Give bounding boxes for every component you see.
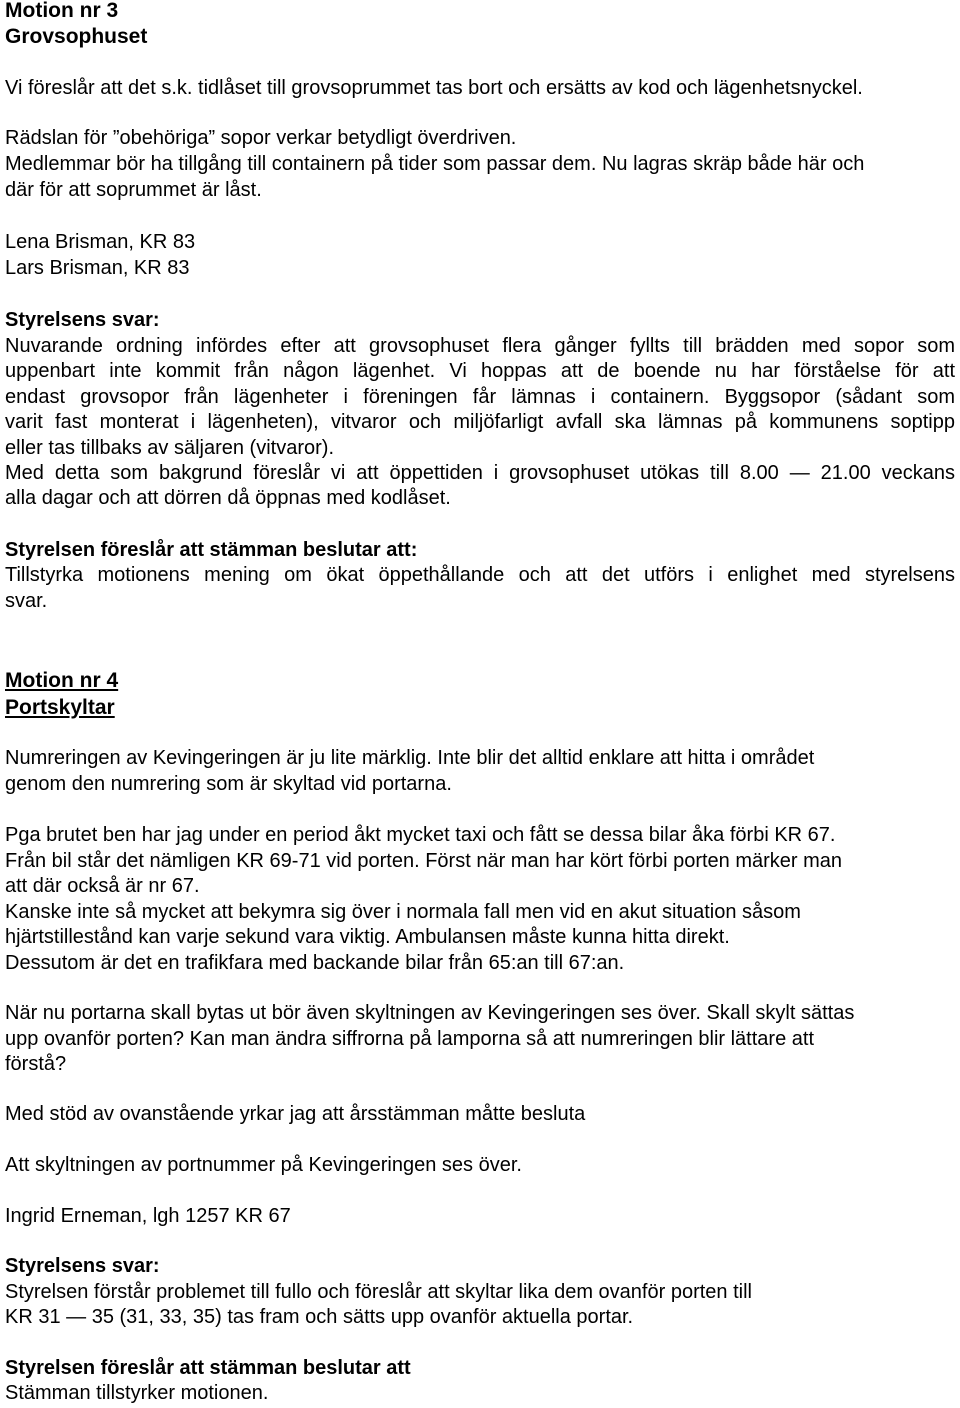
motion4-para2-line4: Kanske inte så mycket att bekymra sig över i normala fall men vid en akut situation såsom xyxy=(5,901,801,923)
motion3-proposal-heading: Styrelsen föreslår att stämman beslutar att: xyxy=(5,539,418,561)
motion3-reply-line1: Nuvarande ordning infördes efter att grovsophuset flera gånger fyllts till brädden med sopor som xyxy=(5,335,955,357)
motion3-proposal-line2: svar. xyxy=(5,590,48,612)
motion4-para3-line2: upp ovanför porten? Kan man ändra siffrorna på lamporna så att numreringen blir lättare att xyxy=(5,1028,814,1050)
motion3-para2-line3: där för att soprummet är låst. xyxy=(5,179,262,201)
motion3-reply-heading: Styrelsens svar: xyxy=(5,309,160,331)
motion3-reply-line7: alla dagar och att dörren då öppnas med kodlåset. xyxy=(5,487,451,509)
motion4-para2-line2: Från bil står det nämligen KR 69-71 vid porten. Först när man har kört förbi porten märker man xyxy=(5,850,843,872)
motion4-subtitle: Portskyltar xyxy=(5,696,115,719)
motion4-para4: Med stöd av ovanstående yrkar jag att årsstämman måtte besluta xyxy=(5,1103,586,1125)
motion3-proposal-line1: Tillstyrka motionens mening om ökat öppethållande och att det utförs i enlighet med styrelsens xyxy=(5,564,955,586)
motion3-subtitle: Grovsophuset xyxy=(5,25,148,48)
motion3-author-2: Lars Brisman, KR 83 xyxy=(5,257,190,279)
motion4-para2-line1: Pga brutet ben har jag under en period åkt mycket taxi och fått se dessa bilar åka förbi KR 67. xyxy=(5,824,836,846)
motion4-para3-line1: När nu portarna skall bytas ut bör även skyltningen av Kevingeringen ses över. Skall skylt sättas xyxy=(5,1002,855,1024)
motion3-author-1: Lena Brisman, KR 83 xyxy=(5,231,196,253)
motion4-para3-line3: förstå? xyxy=(5,1053,67,1075)
motion3-para1: Vi föreslår att det s.k. tidlåset till grovsoprummet tas bort och ersätts av kod och lägenhetsnyckel. xyxy=(5,77,863,99)
motion4-proposal-heading: Styrelsen föreslår att stämman beslutar att xyxy=(5,1357,411,1379)
motion4-reply-heading: Styrelsens svar: xyxy=(5,1255,160,1277)
motion4-para2-line6: Dessutom är det en trafikfara med backande bilar från 65:an till 67:an. xyxy=(5,952,625,974)
motion3-reply-line4: varit fast monterat i lägenheten), vitvaror och miljöfarligt avfall ska lämnas på kommunens soptipp xyxy=(5,411,955,433)
motion4-para2-line5: hjärtstillestånd kan varje sekund vara viktig. Ambulansen måste kunna hitta direkt. xyxy=(5,926,730,948)
motion4-para5: Att skyltningen av portnummer på Kevingeringen ses över. xyxy=(5,1154,522,1176)
motion3-para2-line1: Rädslan för ”obehöriga” sopor verkar betydligt överdriven. xyxy=(5,127,517,149)
motion4-para2-line3: att där också är nr 67. xyxy=(5,875,200,897)
motion4-proposal-line1: Stämman tillstyrker motionen. xyxy=(5,1382,269,1404)
motion4-reply-line1: Styrelsen förstår problemet till fullo och föreslår att skyltar lika dem ovanför porten till xyxy=(5,1281,752,1303)
motion3-title: Motion nr 3 xyxy=(5,0,119,22)
motion4-para1-line2: genom den numrering som är skyltad vid portarna. xyxy=(5,773,452,795)
motion3-reply-line2: uppenbart inte kommit från någon lägenhet. Vi hoppas att de boende nu har förståelse för att xyxy=(5,360,955,382)
motion4-title: Motion nr 4 xyxy=(5,669,119,692)
motion3-para2-line2: Medlemmar bör ha tillgång till containern på tider som passar dem. Nu lagras skräp både här och xyxy=(5,153,865,175)
motion4-reply-line2: KR 31 — 35 (31, 33, 35) tas fram och sätts upp ovanför aktuella portar. xyxy=(5,1306,634,1328)
motion3-reply-line5: eller tas tillbaks av säljaren (vitvaror). xyxy=(5,437,334,459)
motion4-para1-line1: Numreringen av Kevingeringen är ju lite märklig. Inte blir det alltid enklare att hitta i området xyxy=(5,747,815,769)
motion3-reply-line3: endast grovsopor från lägenheter i föreningen får lämnas i containern. Byggsopor (sådant som xyxy=(5,386,955,408)
motion4-author: Ingrid Erneman, lgh 1257 KR 67 xyxy=(5,1205,291,1227)
motion3-reply-line6: Med detta som bakgrund föreslår vi att öppettiden i grovsophuset utökas till 8.00 — 21.00 veckans xyxy=(5,462,955,484)
